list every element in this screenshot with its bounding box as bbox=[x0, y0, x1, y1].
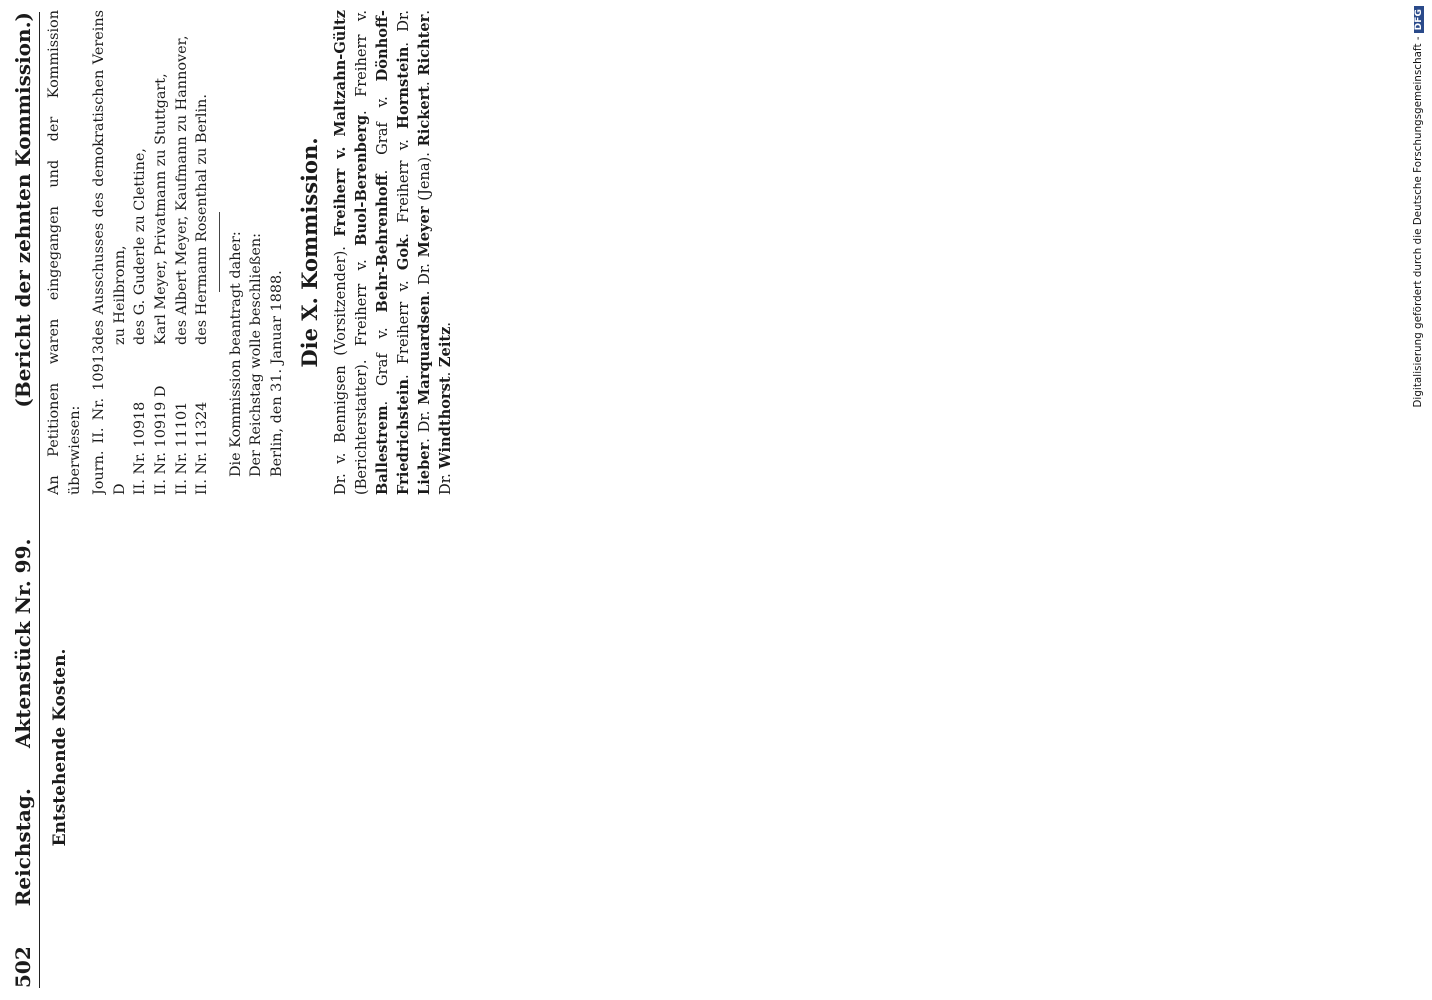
report-title: (Bericht der zehnten Kommission.) bbox=[11, 12, 35, 408]
section-divider bbox=[219, 213, 220, 293]
commission-title: Die X. Kommission. bbox=[296, 137, 322, 368]
member-name: Meyer bbox=[416, 206, 434, 258]
member-text: . Dr. bbox=[416, 257, 434, 296]
member-name: Ballestrem bbox=[374, 405, 392, 495]
member-name: Dönhoff-Friedrichstein bbox=[374, 10, 413, 495]
proposal-intro: Die Kommission beantragt daher: bbox=[227, 231, 244, 477]
member-text: . bbox=[437, 367, 455, 377]
petition-row bbox=[172, 10, 193, 495]
petition-number: II. Nr. 11324 bbox=[194, 401, 211, 495]
member-name: Behr-Behrenhoff bbox=[374, 174, 392, 313]
petition-number: II. Nr. 10918 bbox=[132, 401, 149, 495]
member-text: (Berichterstatter). Freiherr v. bbox=[353, 245, 371, 495]
petitions-intro: An Petitionen waren eingegangen und der Kommission überwiesen: bbox=[46, 10, 83, 495]
petition-text: des Ausschusses des demokratischen Vereins zu Heilbronn, bbox=[91, 10, 128, 345]
member-text: . Graf v. bbox=[374, 81, 392, 175]
member-text: Dr. v. Bennigsen (Vorsitzender). bbox=[332, 236, 350, 495]
page-footer bbox=[1413, 6, 1424, 982]
member-text: . Dr. bbox=[416, 404, 434, 443]
petition-number: II. Nr. 10919 D bbox=[152, 385, 169, 495]
member-name: Freiherr v. Maltzahn-Gültz bbox=[332, 10, 350, 237]
member-text: . Graf v. bbox=[374, 312, 392, 406]
petition-row bbox=[151, 10, 172, 495]
member-name: Windthorst bbox=[437, 376, 455, 469]
member-text: . bbox=[437, 321, 455, 327]
petition-row bbox=[130, 10, 151, 495]
section-heading-costs: Entstehende Kosten. bbox=[50, 648, 70, 847]
member-text: . Dr. bbox=[416, 10, 455, 495]
member-name: Marquardsen bbox=[416, 295, 434, 405]
column-left bbox=[44, 505, 1334, 990]
petition-text: des G. Guderle zu Clettine, bbox=[132, 148, 149, 345]
petition-text: des Hermann Rosenthal zu Berlin. bbox=[194, 94, 211, 345]
member-text: . Freiherr v. bbox=[353, 10, 371, 115]
page-number: 502 bbox=[11, 946, 35, 988]
report-date: Berlin, den 31. Januar 1888. bbox=[268, 270, 285, 477]
petition-text: des Albert Meyer, Kaufmann zu Hannover, bbox=[173, 35, 190, 345]
member-text: . Freiherr v. bbox=[395, 128, 413, 238]
member-text: . Freiherr v. bbox=[395, 270, 413, 380]
footer-credit: Digitalisierung gefördert durch die Deutsche Forschungsgemeinschaft - bbox=[1413, 36, 1424, 408]
member-name: Lieber bbox=[416, 442, 434, 495]
column-right bbox=[44, 10, 1334, 495]
member-name: Hornstein bbox=[395, 46, 413, 129]
member-name: Zeitz bbox=[437, 326, 455, 368]
petition-row bbox=[89, 10, 130, 495]
member-text: (Jena). bbox=[416, 146, 434, 207]
publication-title: Reichstag. bbox=[11, 788, 35, 907]
petition-number: Journ. II. Nr. 10913 D bbox=[91, 345, 128, 495]
member-text: . Dr. bbox=[395, 10, 413, 47]
member-text: . bbox=[416, 75, 434, 86]
member-name: Gok bbox=[395, 237, 413, 271]
document-number: Aktenstück Nr. 99. bbox=[11, 538, 35, 749]
commission-members bbox=[330, 10, 456, 495]
member-name: Richter bbox=[416, 14, 434, 76]
resolution-intro: Der Reichstag wolle beschließen: bbox=[248, 232, 265, 477]
petition-list bbox=[89, 10, 213, 495]
petition-text: Karl Meyer, Privatmann zu Stuttgart, bbox=[152, 73, 169, 345]
page-header bbox=[6, 12, 40, 988]
member-name: Buol-Berenberg bbox=[353, 114, 371, 246]
petition-row bbox=[192, 10, 213, 495]
header-left bbox=[11, 539, 35, 988]
petition-number: II. Nr. 11101 bbox=[173, 401, 190, 495]
member-name: Rickert bbox=[416, 85, 434, 147]
dfg-logo: DFG bbox=[1414, 6, 1424, 33]
